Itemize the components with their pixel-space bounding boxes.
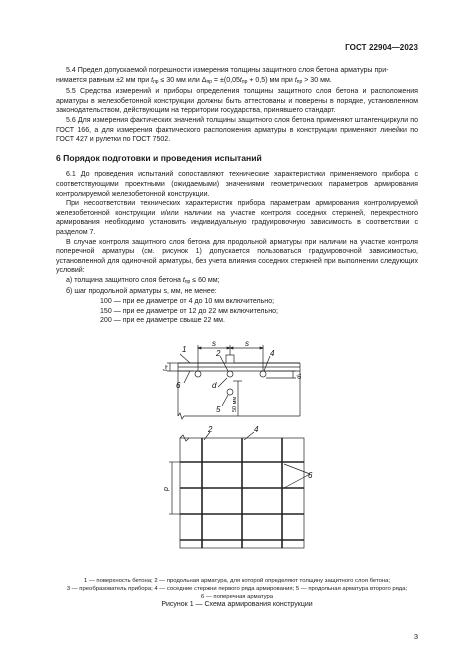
label-d1: d1 [297,373,303,379]
paragraph-6-1-c: В случае контроля защитного слоя бетона для продольной арматуры при наличии на участке контроля поперечной арматуры (см. рисунок 1) допускается пользоваться градуировочной зависимостью, установленной для одиночной арматуры, без учета влияния соседних стержней при выполнении следующих условий: [56,238,418,275]
legend-line-1: 1 — поверхность бетона; 2 — продольная арматура, для которой определяют толщину защитного слоя бетона; [83,578,391,584]
figure-caption: Рисунок 1 — Схема армирования конструкции [161,601,313,608]
t-subscript: пр [241,78,248,85]
label-s-1: s [212,339,216,348]
reinforcement-scheme-figure [150,326,330,576]
p5-4-text: > 30 мм. [302,76,332,84]
paragraph-5-6: 5.6 Для измерения фактических значений толщины защитного слоя бетона применяют штангенциркули по ГОСТ 166, а для измерения фактического расположения арматуры в конструкции применяют линейки по ГОСТ 427 и рулетки по ГОСТ 7502. [56,116,418,144]
legend-line-3: 6 — поперечная арматура [200,594,274,600]
probe-rect [226,355,234,363]
figure-legend [56,577,418,601]
cond-a-text: ≤ 60 мм; [190,276,220,284]
document-header: ГОСТ 22904—2023 [345,43,418,52]
bar-left [195,371,201,377]
label-4: 4 [270,349,275,358]
paragraph-6-1-b: При несоответствии технических характеристик прибора параметрам армирования контролируемой железобетонной конструкции и/или наличии на участке контроля соседних стержней, перекрестного армирования необходимо установить индивидуальную градуировочную зависимость в соответствии с разделом 7. [56,200,418,236]
condition-b: б) шаг продольной арматуры s, мм, не менее: [66,288,217,296]
t-subscript: пр [153,78,159,85]
label-s-2: s [245,339,249,348]
p5-4-text: нимается равным ±2 мм при [56,76,152,84]
p5-4-text: = ±(0,05 [211,76,240,84]
p5-4-text: + 0,5) мм при [247,76,295,84]
condition-b-3: 200 — при ее диаметре свыше 22 мм. [100,317,225,325]
bar-right [260,371,266,377]
label-1: 1 [182,345,187,354]
t-subscript: пр [296,78,303,85]
bar-main [227,371,233,377]
label-4-plan: 4 [254,425,259,434]
cond-a-text: а) толщина защитного слоя бетона [66,276,183,284]
t-symbol: t [151,76,154,84]
label-6: 6 [176,381,181,390]
t-symbol: t [239,76,242,84]
paragraph-5-5: 5.5 Средства измерений и приборы определения толщины защитного слоя бетона и расположения арматуры в железобетонной конструкции должны быть аттестованы и поверены в порядке, установленном законодательством, действующим на территории государства, принявшего стандарт. [56,88,418,115]
condition-b-2: 150 — при ее диаметре от 12 до 22 мм включительно; [100,307,278,315]
condition-a [56,276,418,288]
leader-d [218,378,227,387]
section-6-title: 6 Порядок подготовки и проведения испытаний [56,152,262,163]
p5-4-text: ≤ 30 мм или Δ [158,76,207,84]
break-line-left [178,413,184,419]
label-d: d [212,381,217,390]
label-2-plan: 2 [208,425,213,434]
leader-1 [180,354,190,363]
delta-subscript: пр [206,78,212,85]
label-50mm: 50 мм [232,396,238,412]
t-symbol: t [182,276,185,284]
label-p: p [163,487,170,491]
condition-b-1: 100 — при ее диаметре от 4 до 10 мм включительно; [100,298,275,306]
paragraph-6-1: 6.1 До проведения испытаний сопоставляют технические характеристики применяемого прибора с соответствующими проектными (ожидаемыми) значениями геометрических параметров армирования контролируемой железобетонной конструкции. [56,171,418,198]
legend-line-2: 3 — преобразователь прибора; 4 — соседние стержни первого ряда армирования; 5 — продольная арматура второго ряда; [66,586,408,592]
label-6-plan: 6 [308,471,313,480]
body-text [56,66,418,326]
leader-5 [222,395,228,406]
bar-second-row [227,389,233,395]
page-number: 3 [413,632,418,641]
leader-6 [184,371,190,383]
t-symbol: t [294,76,297,84]
label-2: 2 [216,349,221,358]
label-t: tпр [163,364,169,371]
t-subscript: пр [184,278,191,285]
paragraph-5-4-cont [56,76,418,88]
paragraph-5-4 [56,66,418,76]
label-5: 5 [216,405,221,414]
p5-4-line1: 5.4 Предел допускаемой погрешности измерения толщины защитного слоя бетона арматуры при- [66,67,389,74]
